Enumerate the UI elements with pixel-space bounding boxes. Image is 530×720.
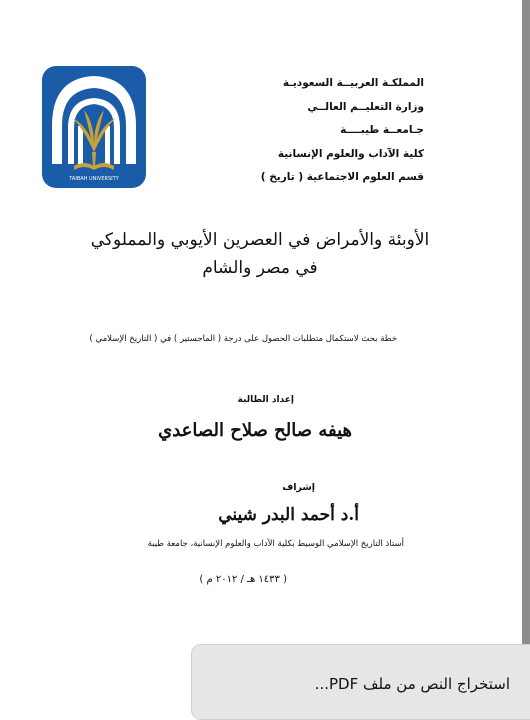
- thesis-title-line-1: الأوبئة والأمراض في العصرين الأيوبي والمملوكي: [90, 230, 430, 250]
- supervisor-description: أستاذ التاريخ الإسلامي الوسيط بكلية الآداب والعلوم الإنسانية، جامعة طيبة: [147, 539, 404, 549]
- prepared-by-label: إعداد الطالبة: [237, 395, 294, 405]
- document-date: ( ١٤٣٣ هـ / ٢٠١٢ م ): [199, 574, 287, 585]
- toast-message: استخراج النص من ملف PDF...: [314, 675, 510, 693]
- institution-line-university: جـامعــة طيبــــة: [340, 124, 424, 136]
- institution-line-ministry: وزارة التعليــم العالــي: [307, 100, 424, 113]
- extraction-toast: [191, 644, 530, 720]
- student-name: هيفه صالح صلاح الصاعدي: [158, 420, 352, 441]
- supervision-label: إشراف: [282, 482, 315, 493]
- institution-line-department: قسم العلوم الاجتماعية ( تاريخ ): [260, 171, 424, 183]
- logo-caption: TAIBAH UNIVERSITY: [69, 176, 119, 182]
- institution-header: [204, 76, 424, 194]
- thesis-title: [60, 226, 460, 282]
- viewer-scrollbar[interactable]: [522, 0, 530, 720]
- supervisor-name: أ.د أحمد البدر شيني: [218, 505, 359, 525]
- institution-line-country: المملكـة العربيــة السعوديـة: [282, 77, 424, 89]
- plan-description: خطة بحث لاستكمال متطلبات الحصول على درجة ( الماجستير ) في ( التاريخ الإسلامي ): [89, 334, 397, 344]
- university-logo: [42, 66, 146, 188]
- thesis-title-line-2: في مصر والشام: [202, 258, 318, 278]
- institution-line-college: كلية الآداب والعلوم الإنسانية: [277, 147, 424, 160]
